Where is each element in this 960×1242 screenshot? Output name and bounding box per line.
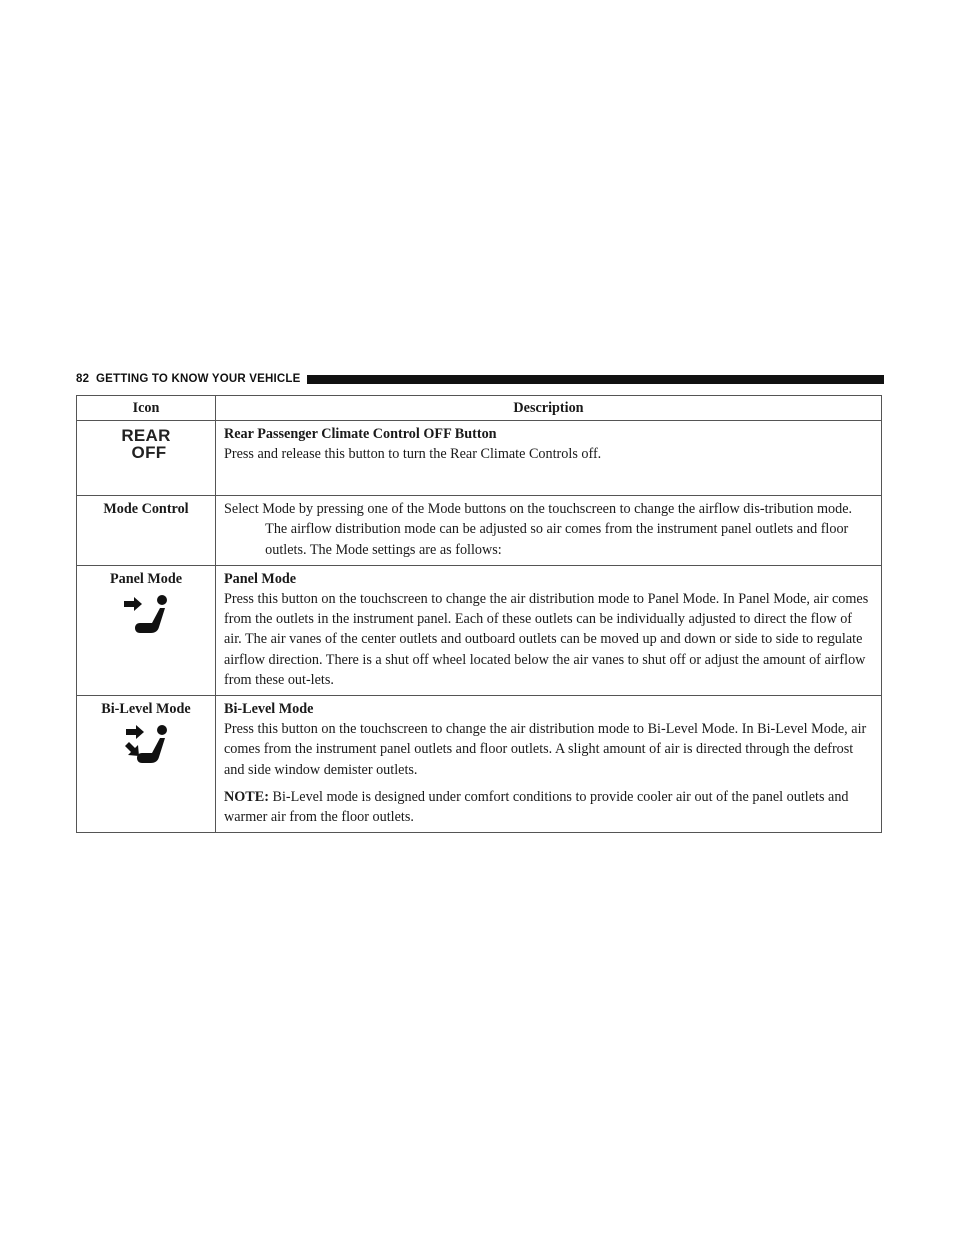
row-label: Bi-Level Mode — [101, 701, 191, 718]
panel-mode-icon — [121, 593, 171, 639]
description-cell — [216, 496, 882, 566]
rear-off-icon — [116, 427, 176, 461]
page-header — [76, 371, 884, 387]
row-body: Press and release this button to turn the Rear Climate Controls off. — [224, 446, 602, 463]
page-header-text — [76, 373, 301, 385]
climate-controls-table — [76, 395, 882, 833]
label-cell — [77, 696, 216, 833]
row-body: Press this button on the touchscreen to change the air distribution mode to Bi-Level Mode. In Bi-Level Mode, air comes from the instrument panel outlets and floor outlets. A slight amount of air is directed through the defrost and side window demister outlets. — [224, 721, 867, 778]
description-cell — [216, 696, 882, 833]
label-cell — [77, 496, 216, 566]
table-row-bi-level-mode — [77, 696, 882, 833]
section-title: GETTING TO KNOW YOUR VEHICLE — [96, 373, 301, 385]
note-text: Bi-Level mode is designed under comfort conditions to provide cooler air out of the panel outlets and warmer air from the floor outlets. — [224, 788, 849, 826]
rear-off-icon-line1: REAR — [121, 426, 171, 446]
table-row-mode-control — [77, 496, 882, 566]
icon-cell — [77, 421, 216, 496]
bi-level-mode-icon — [121, 723, 171, 769]
page-number: 82 — [76, 373, 90, 385]
header-rule — [307, 375, 884, 384]
row-body: Select Mode by pressing one of the Mode buttons on the touchscreen to change the airflow dis-tribution mode. The airflow distribution mode can be adjusted so air comes from the instrument panel outlets and floor outlets. The Mode settings are as follows: — [224, 501, 853, 558]
description-cell — [216, 565, 882, 695]
row-body: Press this button on the touchscreen to change the air distribution mode to Panel Mode. In Panel Mode, air comes from the outlets in the instrument panel. Each of these outlets can be individually adjusted to direct the flow of air. The air vanes of the center outlets and outboard outlets can be moved up and down or side to side to regulate airflow direction. There is a shut off wheel located below the air vanes to shut off or adjust the amount of airflow from these out-lets. — [224, 591, 869, 688]
row-label: Mode Control — [103, 501, 189, 518]
row-title: Bi-Level Mode — [224, 701, 314, 718]
table-row-rear-off — [77, 421, 882, 496]
row-note — [224, 787, 873, 827]
table-header-row — [77, 396, 882, 421]
row-title: Rear Passenger Climate Control OFF Button — [224, 426, 497, 443]
column-header-icon: Icon — [77, 396, 216, 421]
row-label: Panel Mode — [109, 570, 183, 587]
label-cell — [77, 565, 216, 695]
table-row-panel-mode — [77, 565, 882, 695]
description-cell — [216, 421, 882, 496]
row-title: Panel Mode — [224, 570, 297, 587]
column-header-description: Description — [216, 396, 882, 421]
note-label: NOTE: — [224, 788, 269, 805]
rear-off-icon-line2: OFF — [131, 443, 167, 463]
